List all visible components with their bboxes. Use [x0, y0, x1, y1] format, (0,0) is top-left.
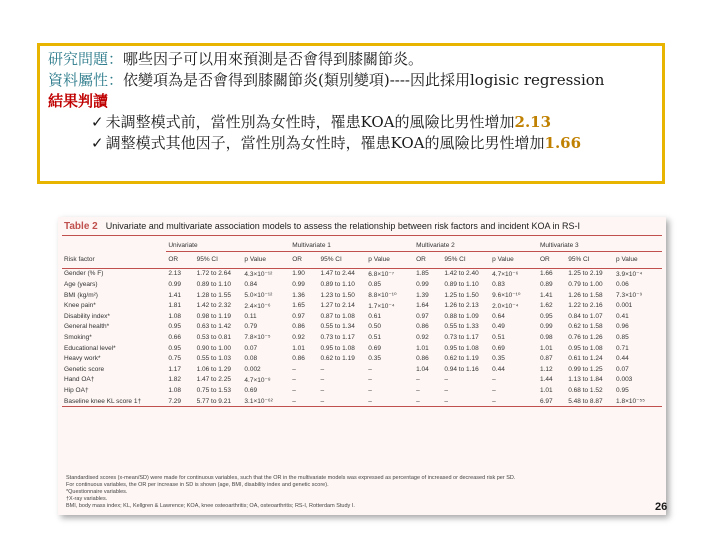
- table-cell: 8.8×10⁻¹⁰: [368, 292, 397, 300]
- table-cell: 1.41: [168, 291, 181, 299]
- table-cell: 0.92: [292, 333, 305, 341]
- table-cell: 0.75 to 1.53: [196, 386, 231, 394]
- table-row: [62, 322, 662, 333]
- footnote: For continuous variables, the OR per increase in SD is shown (age, BMI, disability index and genetic score).: [66, 482, 329, 488]
- table-cell: 1.04: [416, 365, 429, 373]
- column-header: OR: [414, 251, 442, 268]
- table-cell: 1.47 to 2.44: [320, 270, 355, 278]
- table-cell: 0.55 to 1.03: [196, 355, 231, 363]
- table-row: [62, 375, 662, 386]
- column-header: OR: [290, 251, 318, 268]
- table-footnotes: [66, 475, 662, 510]
- table-row: [62, 385, 662, 396]
- table-cell: 0.97: [292, 312, 305, 320]
- table-cell: 1.39: [416, 291, 429, 299]
- column-header: Risk factor: [62, 251, 166, 268]
- bullet-2-value: 1.66: [544, 134, 582, 152]
- check-icon: ✓: [91, 134, 104, 152]
- risk-factor-cell: Disability index*: [64, 312, 110, 320]
- table-cell: 0.35: [492, 355, 505, 363]
- table-cell: –: [368, 365, 372, 373]
- table-cell: 1.42 to 2.40: [444, 270, 479, 278]
- column-header: p Value: [366, 251, 414, 268]
- table-cell: 0.07: [616, 365, 629, 373]
- table-row: [62, 268, 662, 279]
- result-bullet-1: [48, 112, 654, 133]
- table-cell: 1.25 to 2.19: [568, 270, 603, 278]
- group-header: Multivariate 1: [290, 239, 414, 251]
- table-cell: 0.69: [492, 344, 505, 352]
- table-cell: 1.85: [416, 270, 429, 278]
- table-cell: 0.68 to 1.52: [568, 386, 603, 394]
- table-cell: 1.26 to 2.13: [444, 302, 479, 310]
- table-cell: 0.95: [168, 344, 181, 352]
- table-cell: 0.66: [168, 333, 181, 341]
- table-cell: 1.47 to 2.25: [196, 376, 231, 384]
- table-cell: 0.08: [244, 355, 258, 363]
- table-cell: 0.69: [368, 344, 381, 352]
- table-cell: 0.51: [368, 333, 381, 341]
- table-cell: 0.73 to 1.17: [320, 333, 355, 341]
- table-cell: 0.001: [616, 302, 633, 310]
- table-cell: 0.95 to 1.08: [568, 344, 603, 352]
- results-table: [62, 239, 662, 407]
- table-cell: 0.76 to 1.26: [568, 333, 603, 341]
- table-cell: 0.95: [539, 312, 553, 320]
- table-cell: –: [320, 386, 325, 394]
- table-cell: 0.89 to 1.10: [444, 280, 479, 288]
- table-row: [62, 300, 662, 311]
- table-cell: 0.89: [539, 280, 553, 288]
- column-header-row: [62, 251, 662, 268]
- summary-textbox: [37, 43, 665, 184]
- table-cell: –: [366, 396, 414, 407]
- table-cell: 4.7×10⁻⁶: [492, 270, 519, 278]
- data-type-text: 依變項為是否會得到膝關節炎(類別變項)----因此採用logisic regression: [123, 71, 605, 89]
- table-cell: 1.01: [416, 344, 429, 352]
- column-header: 95% CI: [566, 251, 614, 268]
- bullet-1-text: 未調整模式前，當性別為女性時，罹患KOA的風險比男性增加: [105, 113, 515, 131]
- risk-factor-cell: Knee pain*: [64, 302, 96, 310]
- table-cell: 1.12: [539, 365, 553, 373]
- column-header: 95% CI: [195, 251, 243, 268]
- table-cell: 0.002: [244, 365, 261, 373]
- table-cell: 0.62 to 1.58: [568, 323, 603, 331]
- table-cell: 1.66: [539, 270, 553, 278]
- column-header: 95% CI: [442, 251, 490, 268]
- column-header: OR: [166, 251, 194, 268]
- table-cell: 0.003: [616, 376, 633, 384]
- table-cell: 1.01: [539, 386, 553, 394]
- table-cell: 0.86: [292, 355, 305, 363]
- table-cell: 0.99: [168, 280, 181, 288]
- column-header: p Value: [242, 251, 290, 268]
- table-title-text: Univariate and multivariate association models to assess the relationship between risk factors and incident KOA in RS-I: [105, 221, 580, 231]
- table-cell: 3.1×10⁻⁶²: [242, 396, 290, 407]
- risk-factor-cell: Genetic score: [64, 365, 105, 373]
- table-row: [62, 290, 662, 301]
- column-header: p Value: [614, 251, 662, 268]
- table-cell: 1.23 to 1.50: [320, 291, 355, 299]
- table-cell: 7.29: [166, 396, 194, 407]
- table-cell: 2.4×10⁻⁶: [244, 302, 271, 310]
- table-cell: 0.85: [616, 333, 629, 341]
- table-cell: 0.83: [492, 280, 505, 288]
- results-label: 結果判讀: [48, 92, 109, 110]
- table-cell: 0.61: [368, 312, 381, 320]
- footnote: BMI, body mass index; KL, Kellgren & Lawrence; KOA, knee osteoarthritis; OA, osteoarthritis; RS-I, Rotterdam Study I.: [66, 503, 355, 509]
- table-cell: 0.51: [492, 333, 505, 341]
- table-cell: 0.64: [492, 312, 505, 320]
- table-row: [62, 343, 662, 354]
- table-cell: –: [290, 396, 318, 407]
- table-cell: 7.3×10⁻⁹: [616, 292, 643, 300]
- table-cell: 0.98: [539, 333, 553, 341]
- table-row: [62, 279, 662, 290]
- bullet-2-text: 調整模式其他因子，當性別為女性時，罹患KOA的風險比男性增加: [105, 134, 545, 152]
- table-cell: –: [368, 386, 372, 394]
- table-cell: 0.71: [616, 344, 629, 352]
- table-cell: 0.61 to 1.24: [568, 355, 603, 363]
- table-row: [62, 396, 662, 407]
- table-cell: 1.7×10⁻⁴: [368, 302, 395, 310]
- table-cell: 0.96: [616, 323, 629, 331]
- risk-factor-cell: Hip OA†: [64, 386, 89, 394]
- table-cell: 0.87: [539, 355, 553, 363]
- risk-factor-cell: BMI (kg/m²): [64, 291, 98, 299]
- table-cell: 0.84: [244, 280, 258, 288]
- table-cell: 0.99: [539, 323, 553, 331]
- table-cell: 1.28 to 1.55: [196, 291, 231, 299]
- table-cell: 0.90 to 1.00: [196, 344, 231, 352]
- table-cell: 1.62: [539, 302, 553, 310]
- column-header: p Value: [490, 251, 538, 268]
- risk-factor-cell: Hand OA†: [64, 376, 95, 384]
- question-text: 哪些因子可以用來預測是否會得到膝關節炎。: [123, 50, 424, 68]
- table-cell: –: [444, 386, 448, 394]
- table-cell: 1.26 to 1.58: [568, 291, 603, 299]
- table-cell: 0.95 to 1.08: [320, 344, 355, 352]
- table-cell: 0.11: [244, 312, 257, 320]
- table-cell: 1.06 to 1.29: [196, 365, 231, 373]
- bullet-1-value: 2.13: [514, 113, 552, 131]
- table-cell: 1.01: [539, 344, 553, 352]
- table-cell: 0.55 to 1.34: [320, 323, 355, 331]
- table-cell: 0.95: [168, 323, 181, 331]
- table-rule: [62, 235, 662, 236]
- table-cell: 1.22 to 2.16: [568, 302, 603, 310]
- table-cell: 1.72 to 2.64: [196, 270, 231, 278]
- result-bullet-2: [48, 133, 654, 154]
- table-cell: 0.97: [416, 312, 429, 320]
- table-cell: 1.17: [168, 365, 181, 373]
- table-cell: 1.41: [539, 291, 553, 299]
- table-body: [62, 268, 662, 407]
- column-header: 95% CI: [318, 251, 366, 268]
- table-cell: –: [320, 365, 325, 373]
- table-cell: 1.27 to 2.14: [320, 302, 355, 310]
- table-cell: 0.75: [168, 355, 181, 363]
- table-cell: 0.62 to 1.19: [320, 355, 355, 363]
- table-row: [62, 332, 662, 343]
- table-cell: 0.86: [416, 323, 429, 331]
- table-cell: 5.77 to 9.21: [195, 396, 243, 407]
- risk-factor-cell: Gender (% F): [64, 270, 104, 278]
- table-cell: 1.44: [539, 376, 553, 384]
- table-cell: 0.41: [616, 312, 629, 320]
- table-cell: 0.35: [368, 355, 381, 363]
- table-cell: 1.82: [168, 376, 181, 384]
- table-cell: 0.69: [244, 386, 258, 394]
- table-cell: 5.48 to 8.87: [566, 396, 614, 407]
- table-cell: 0.63 to 1.42: [196, 323, 231, 331]
- table-cell: 0.44: [616, 355, 629, 363]
- table-cell: 0.55 to 1.33: [444, 323, 479, 331]
- data-type-label: 資料屬性：: [48, 71, 124, 89]
- table-cell: 0.87 to 1.08: [320, 312, 355, 320]
- group-header: Multivariate 2: [414, 239, 538, 251]
- table-cell: 1.08: [168, 386, 181, 394]
- footnote: †X-ray variables.: [66, 496, 108, 502]
- table-cell: 0.07: [244, 344, 258, 352]
- footnote: *Questionnaire variables.: [66, 489, 128, 495]
- table-row: [62, 364, 662, 375]
- table-cell: 0.49: [492, 323, 505, 331]
- table-cell: 0.50: [368, 323, 381, 331]
- table-cell: 1.65: [292, 302, 305, 310]
- table-cell: 5.0×10⁻¹²: [244, 292, 273, 300]
- table-cell: 0.85: [368, 280, 381, 288]
- risk-factor-cell: General health*: [64, 323, 110, 331]
- table-cell: –: [292, 386, 296, 394]
- check-icon: ✓: [91, 113, 104, 131]
- table-cell: 0.86: [416, 355, 429, 363]
- risk-factor-cell: Baseline knee KL score 1†: [62, 396, 166, 407]
- question-line: [48, 49, 654, 70]
- table-cell: 1.01: [292, 344, 305, 352]
- table-title: [64, 221, 580, 232]
- table-cell: 0.99 to 1.25: [568, 365, 603, 373]
- table-cell: –: [490, 396, 538, 407]
- table-row: [62, 311, 662, 322]
- table-cell: 6.8×10⁻⁷: [368, 270, 395, 278]
- table-cell: 3.9×10⁻⁴: [616, 270, 643, 278]
- table-cell: –: [416, 376, 420, 384]
- risk-factor-cell: Age (years): [64, 280, 98, 288]
- table-cell: 0.86: [292, 323, 305, 331]
- table-cell: 1.42 to 2.32: [196, 302, 231, 310]
- table-cell: –: [414, 396, 442, 407]
- risk-factor-cell: Heavy work*: [64, 355, 101, 363]
- table-cell: 0.89 to 1.10: [196, 280, 231, 288]
- table-cell: –: [492, 376, 496, 384]
- table-cell: 0.99: [416, 280, 429, 288]
- group-header: Multivariate 3: [538, 239, 662, 251]
- column-header: OR: [538, 251, 566, 268]
- table-cell: 0.99: [292, 280, 305, 288]
- results-heading: [48, 91, 654, 112]
- page-number: 26: [655, 501, 668, 513]
- table-cell: 9.6×10⁻¹⁰: [492, 292, 521, 300]
- table-cell: 0.98 to 1.19: [196, 312, 231, 320]
- data-type-line: [48, 70, 654, 91]
- table-cell: 1.08: [168, 312, 181, 320]
- table-cell: 1.81: [168, 302, 181, 310]
- table-row: [62, 353, 662, 364]
- table-cell: 6.97: [538, 396, 566, 407]
- table-cell: 1.13 to 1.84: [568, 376, 603, 384]
- table-cell: 0.53 to 0.81: [196, 333, 231, 341]
- question-label: 研究問題：: [48, 50, 124, 68]
- table-cell: 1.25 to 1.50: [444, 291, 479, 299]
- table-cell: 0.73 to 1.17: [444, 333, 479, 341]
- table-cell: 0.44: [492, 365, 505, 373]
- table-cell: 0.89 to 1.10: [320, 280, 355, 288]
- table-cell: 7.8×10⁻⁵: [244, 334, 271, 342]
- table-cell: 4.3×10⁻¹²: [244, 270, 273, 278]
- table-cell: –: [292, 365, 296, 373]
- table-cell: –: [318, 396, 366, 407]
- table-cell: 0.94 to 1.16: [444, 365, 479, 373]
- table-cell: –: [444, 376, 448, 384]
- risk-factor-cell: Smoking*: [64, 333, 92, 341]
- group-spacer: [62, 239, 166, 251]
- table-cell: –: [492, 386, 496, 394]
- table-cell: 0.79: [244, 323, 258, 331]
- table-cell: 4.7×10⁻⁸: [244, 376, 271, 384]
- table-cell: 2.0×10⁻⁴: [492, 302, 519, 310]
- table-cell: 1.90: [292, 270, 305, 278]
- table-cell: –: [320, 376, 325, 384]
- table-cell: –: [416, 386, 420, 394]
- group-header-row: [62, 239, 662, 251]
- table-label: Table 2: [64, 221, 98, 232]
- table-cell: 0.95 to 1.08: [444, 344, 479, 352]
- table-cell: 1.64: [416, 302, 429, 310]
- risk-factor-cell: Educational level*: [64, 344, 116, 352]
- table-cell: 0.92: [416, 333, 429, 341]
- footnote: Standardised scores (x-mean/SD) were made for continuous variables, such that the OR in the multivariate models was expressed as percentage of increased or decreased risk per SD.: [66, 475, 516, 481]
- table-cell: 1.8×10⁻⁵⁵: [614, 396, 662, 407]
- table-cell: 0.95: [616, 386, 629, 394]
- table-image: [58, 217, 666, 515]
- table-cell: –: [292, 376, 296, 384]
- table-cell: 0.06: [616, 280, 629, 288]
- table-cell: 0.84 to 1.07: [568, 312, 603, 320]
- table-cell: 1.36: [292, 291, 305, 299]
- table-cell: 0.62 to 1.19: [444, 355, 479, 363]
- table-cell: 2.13: [168, 270, 181, 278]
- table-cell: 0.88 to 1.09: [444, 312, 479, 320]
- table-cell: –: [368, 376, 372, 384]
- table-cell: –: [442, 396, 490, 407]
- table-cell: 0.79 to 1.00: [568, 280, 603, 288]
- group-header: Univariate: [166, 239, 290, 251]
